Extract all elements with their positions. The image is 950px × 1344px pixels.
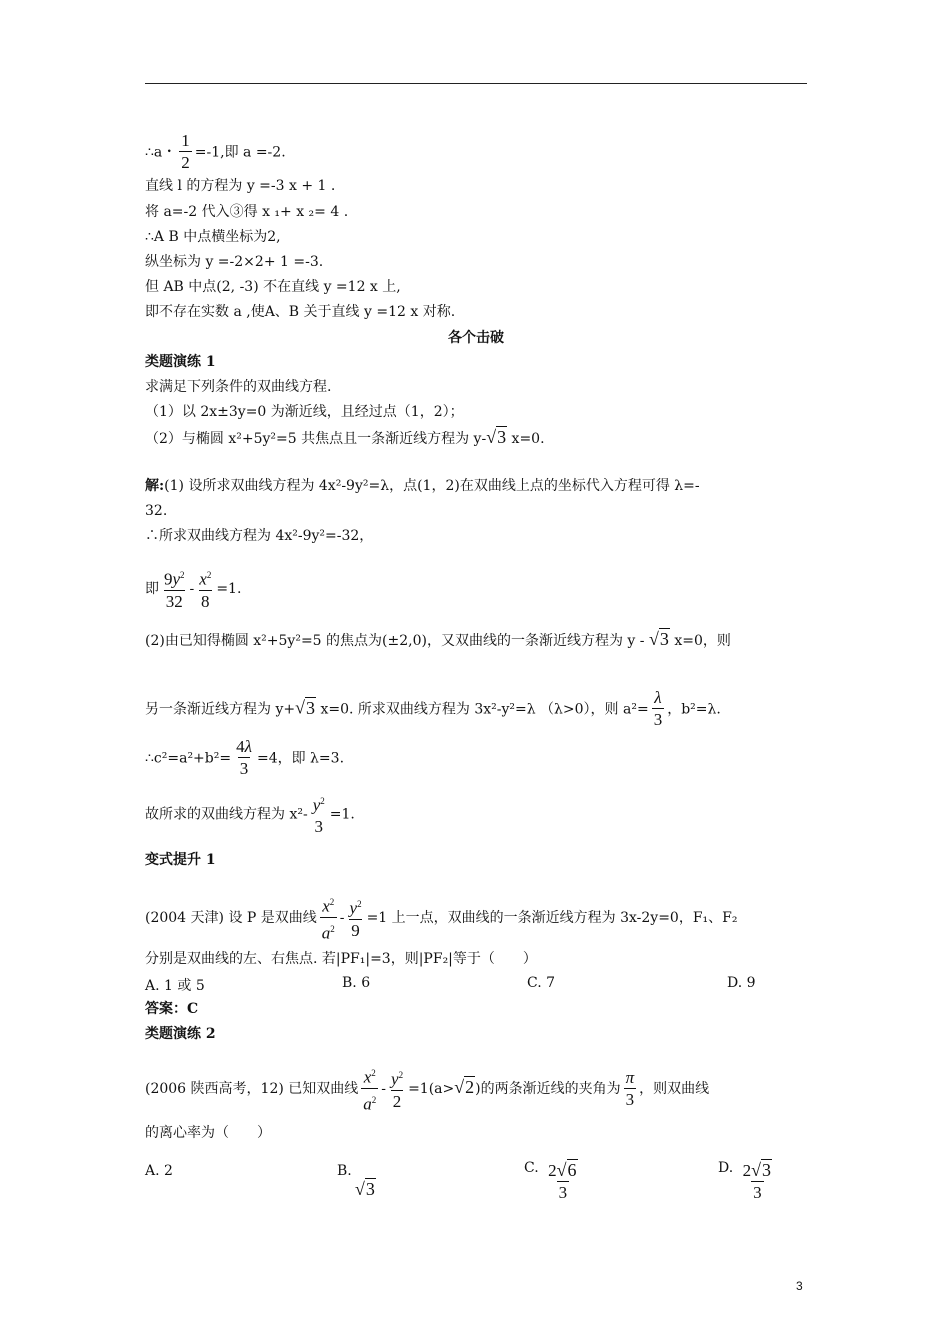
variant-1-question: (2004 天津) 设 P 是双曲线 $\frac{x^2}{a^2}$ - $\frac{y^2}{9}$ =1 上一点，双曲线的一条渐近线方程为 3x-2y=0，F₁、F₂ — [145, 892, 738, 944]
text: （2）与椭圆 x²+5y²=5 共焦点且一条渐近线方程为 y- — [145, 431, 487, 447]
text: ∴a・ — [145, 144, 177, 161]
derivation-line-5: 纵坐标为 y =-2×2+ 1 =-3. — [145, 254, 324, 270]
section-title: 各个击破 — [448, 330, 504, 346]
text: B. — [337, 1163, 352, 1179]
option-b — [337, 1163, 376, 1200]
exercise-1-question: 求满足下列条件的双曲线方程. — [145, 379, 332, 395]
text: x=0. — [511, 431, 545, 447]
text: (2004 天津) 设 P 是双曲线 — [145, 910, 317, 927]
text: 故所求的双曲线方程为 x²- — [145, 806, 308, 823]
exercise-1-heading: 类题演练 1 — [145, 354, 216, 370]
text: 另一条渐近线方程为 y+ — [145, 701, 296, 718]
text: ，则双曲线 — [639, 1081, 710, 1098]
option-d — [718, 1160, 777, 1204]
exercise-1-part-2 — [145, 427, 545, 449]
fraction-lambda-3: $\frac{\lambda}{3}$ — [653, 688, 663, 729]
exercise-2-question: (2006 陕西高考，12) 已知双曲线 $\frac{x^2}{a^2}$ - $\frac{y^2}{2}$ =1(a>√2)的两条渐近线的夹角为 $\frac{\pi}{3}$ ，则双曲线 — [145, 1063, 709, 1115]
solution-label: 解: — [145, 478, 165, 494]
exercise-1-part-1: （1）以 2x±3y=0 为渐近线，且经过点（1，2）； — [145, 404, 464, 420]
fraction-x2-8: $\frac{x^2}{8}$ — [199, 569, 212, 611]
solution-line-3: 即 $\frac{9y^2}{32}$ - $\frac{x^2}{8}$ =1. — [145, 565, 241, 613]
derivation-line-2: 直线 l 的方程为 y =-3 x + 1 . — [145, 178, 336, 194]
option-c — [524, 1160, 583, 1204]
exercise-2-question-cont: 的离心率为（ ） — [145, 1125, 271, 1141]
fraction-y2-9: $\frac{y^2}{9}$ — [349, 898, 362, 940]
fraction-y2-2: $\frac{y^2}{2}$ — [391, 1069, 404, 1111]
solution-line-6 — [145, 737, 344, 780]
text: =4，即 λ=3. — [256, 750, 345, 767]
text: ，b²=λ. — [667, 701, 721, 718]
solution-line-4: (2)由已知得椭圆 x²+5y²=5 的焦点为(±2,0)，又双曲线的一条渐近线方程为 y - √3 x=0，则 — [145, 629, 731, 649]
text: D. — [718, 1160, 734, 1176]
derivation-line-3: 将 a=-2 代入③得 x ₁+ x ₂= 4 . — [145, 204, 349, 220]
fraction-9y2-32: $\frac{9y^2}{32}$ — [164, 569, 185, 611]
variant-1-answer: 答案：C — [145, 1001, 199, 1017]
text: =-1,即 a =-2. — [194, 144, 286, 161]
text: =1. — [216, 580, 242, 597]
fraction-2sqrt3-3: $\frac{2√3}{3}$ — [742, 1160, 772, 1202]
solution-line-2: ∴所求双曲线方程为 4x²-9y²=-32， — [145, 528, 374, 544]
fraction-y2-3: $y^2$ 3 — [312, 795, 325, 836]
sqrt-3: √3 — [295, 697, 315, 718]
text: )的两条渐近线的夹角为 — [475, 1081, 621, 1098]
text: ∴c²=a²+b²= — [145, 750, 232, 767]
sqrt-3: √3 — [648, 629, 669, 649]
fraction-x2-a2: $\frac{x^2}{a^2}$ — [363, 1067, 377, 1114]
text: x=0. 所求双曲线方程为 3x²-y²=λ （λ>0），则 a²= — [320, 701, 649, 718]
text: =1(a> — [408, 1081, 455, 1098]
text: =1 上一点，双曲线的一条渐近线方程为 3x-2y=0，F₁、F₂ — [366, 910, 738, 927]
solution-line-7 — [145, 791, 355, 838]
option-a: A. 1 或 5 — [145, 978, 205, 994]
exercise-2-heading: 类题演练 2 — [145, 1026, 216, 1042]
derivation-line-4: ∴A B 中点横坐标为2, — [145, 229, 281, 245]
fraction-pi-3: $\frac{\pi}{3}$ — [625, 1067, 635, 1109]
header-rule — [145, 83, 807, 84]
text: x=0，则 — [674, 633, 731, 649]
text: (1) 设所求双曲线方程为 4x²-9y²=λ，点(1，2)在双曲线上点的坐标代入方程可得 λ=- — [164, 478, 700, 494]
fraction-x2-a2: $\frac{x^2}{a^2}$ — [321, 896, 335, 943]
sqrt-3: √3 — [486, 427, 507, 447]
derivation-line-6: 但 AB 中点(2, -3) 不在直线 y =12 x 上, — [145, 279, 401, 295]
text: =1. — [329, 806, 355, 823]
option-b: B. 6 — [342, 975, 371, 991]
option-a: A. 2 — [145, 1163, 173, 1179]
derivation-line-7: 即不存在实数 a ,使A、B 关于直线 y =12 x 对称. — [145, 304, 456, 320]
derivation-line-1 — [145, 131, 286, 174]
variant-1-question-cont: 分别是双曲线的左、右焦点. 若|PF₁|=3，则|PF₂|等于（ ） — [145, 951, 537, 967]
text: (2)由已知得椭圆 x²+5y²=5 的焦点为(±2,0)，又双曲线的一条渐近线方程为 y — [145, 633, 636, 649]
sqrt-3: √3 — [355, 1179, 375, 1199]
option-c: C. 7 — [527, 975, 556, 991]
text: C. — [524, 1160, 539, 1176]
text: (2006 陕西高考，12) 已知双曲线 — [145, 1081, 359, 1098]
page-number: 3 — [796, 1279, 803, 1293]
variant-1-heading: 变式提升 1 — [145, 852, 216, 868]
fraction-half: $\frac{1}{2}$ — [181, 131, 190, 172]
solution-line-1 — [145, 476, 700, 496]
option-d: D. 9 — [727, 975, 756, 991]
solution-line-5 — [145, 688, 721, 731]
fraction-4lambda-3: $\frac{4\lambda}{3}$ — [236, 737, 252, 778]
solution-line-1b: 32. — [145, 503, 168, 519]
fraction-2sqrt6-3: $\frac{2√6}{3}$ — [548, 1160, 577, 1202]
sqrt-2: √2 — [454, 1077, 475, 1098]
text: 即 — [145, 580, 159, 597]
